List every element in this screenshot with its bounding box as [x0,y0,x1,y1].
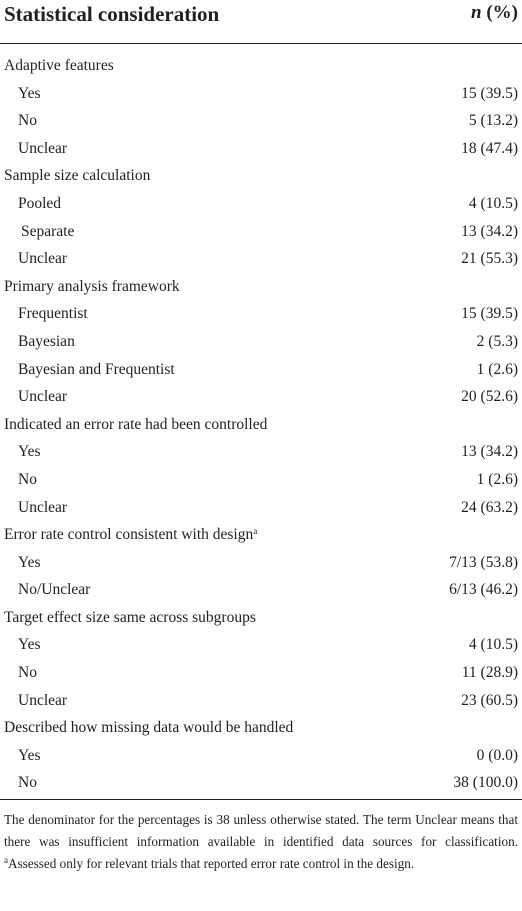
row-value: 5 (13.2) [468,112,518,130]
row-label: Bayesian [18,332,75,350]
row-label: Unclear [18,388,68,406]
row-value: 4 (10.5) [468,194,518,212]
table-row [0,300,522,328]
row-label: Yes [18,746,41,764]
row-label: Unclear [18,691,68,709]
group-label: Error rate control consistent with design$^a$ [4,526,258,544]
table-group-row [0,162,522,190]
row-label: Bayesian and Frequentist [18,360,175,378]
group-label: Adaptive features [4,57,114,74]
table-row [0,549,522,577]
row-label: Pooled [18,194,62,212]
table-group-row [0,521,522,549]
table-row [0,466,522,494]
table-row [0,494,522,522]
row-label: Unclear [18,139,68,157]
row-label: No [18,112,37,130]
row-value: 1 (2.6) [476,470,518,488]
group-label: Primary analysis framework [4,277,180,295]
table-row [0,742,522,770]
header-n: n [471,2,482,23]
table-footnote [0,800,522,875]
group-label: Described how missing data would be handled [4,719,294,737]
table-row [0,107,522,135]
table-row [0,135,522,163]
row-value: 2 (5.3) [476,332,518,350]
row-label: No [18,664,37,682]
table-group-row [0,52,522,80]
table-row [0,190,522,218]
row-value: 1 (2.6) [476,360,518,378]
row-label: Unclear [18,250,68,268]
table-row [0,659,522,687]
group-label: Sample size calculation [4,167,151,185]
row-value: 0 (0.0) [476,746,518,764]
footnote-sup-a: a [4,855,8,866]
table-row [0,576,522,604]
table-row [0,80,522,108]
row-label: No [18,470,37,488]
row-value: 13 (34.2) [461,222,518,240]
row-value: 21 (55.3) [461,250,518,268]
table-group-row [0,714,522,742]
header-percent: (%) [481,2,518,23]
group-label-sup: a [253,526,258,537]
row-value: 15 (39.5) [461,84,518,102]
table-row [0,218,522,246]
row-value: 4 (10.5) [468,636,518,654]
table-group-row [0,604,522,632]
row-value: 20 (52.6) [461,388,518,406]
table-header [0,0,522,44]
row-label: No [18,774,37,792]
row-value: 11 (28.9) [461,664,518,682]
header-statistical-consideration: Statistical consideration [4,2,220,26]
table-row [0,328,522,356]
row-value: 15 (39.5) [461,305,518,323]
table-group-row [0,273,522,301]
row-value: 24 (63.2) [461,498,518,516]
table-body [0,52,522,797]
row-label: Frequentist [18,305,88,323]
table-row [0,687,522,715]
row-value: 6/13 (46.2) [449,581,518,599]
table-row [0,245,522,273]
row-value: 23 (60.5) [461,691,518,709]
group-label: Indicated an error rate had been controlled [4,415,268,433]
footnote-text-2: Assessed only for relevant trials that reported error rate control in the design. [8,856,415,872]
footnote-text: The denominator for the percentages is 38 unless otherwise stated. The term Unclear means that there was insufficient information available in identified data sources for classification. [4,812,518,850]
table-row [0,383,522,411]
row-label: Yes [18,636,41,654]
row-label: No/Unclear [18,581,91,599]
row-label: Yes [18,443,41,461]
table-row [0,438,522,466]
group-label: Target effect size same across subgroups [4,608,256,626]
row-label: Yes [18,84,41,102]
table-group-row [0,411,522,439]
table-row [0,769,522,797]
row-label: Unclear [18,498,68,516]
row-value: 38 (100.0) [453,774,518,792]
row-value: 18 (47.4) [461,139,518,157]
row-value: 13 (34.2) [461,443,518,461]
row-label: Separate [21,222,75,240]
row-label: Yes [18,553,41,571]
header-n-percent [471,2,518,24]
row-value: 7/13 (53.8) [449,553,518,571]
table-row [0,356,522,384]
table-row [0,631,522,659]
